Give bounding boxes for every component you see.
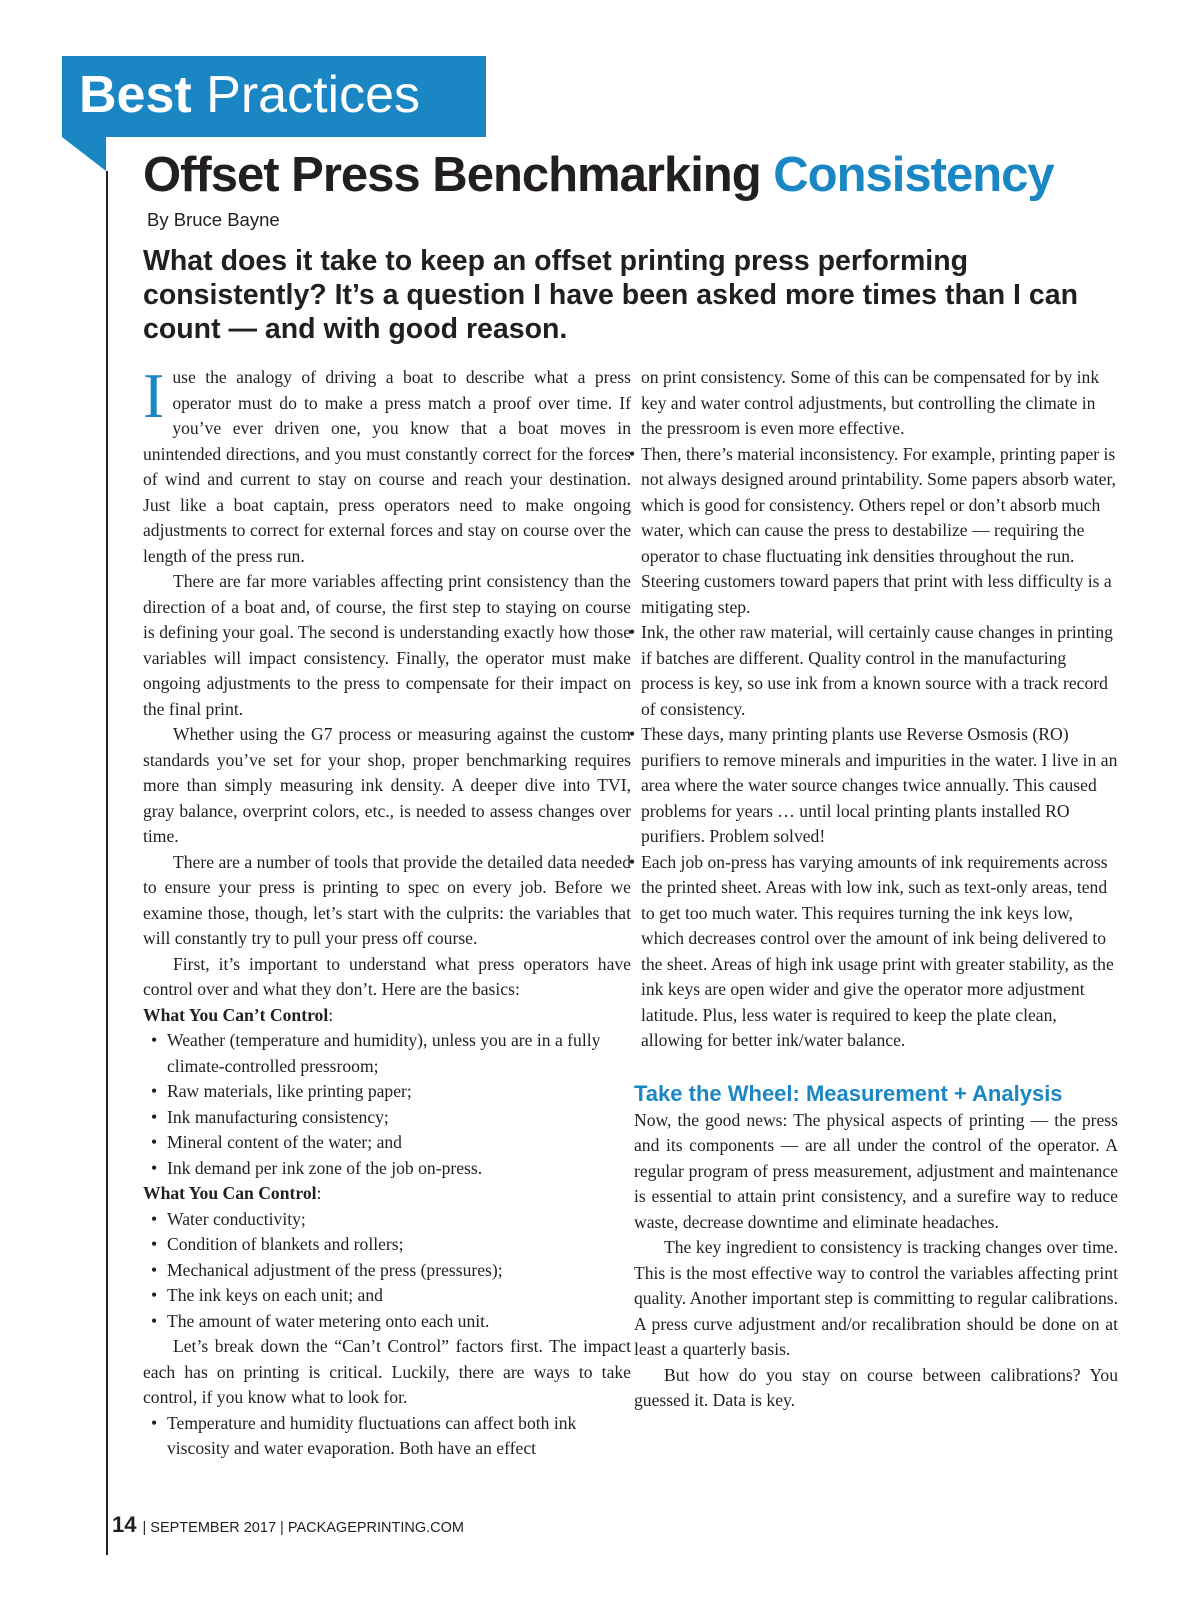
- list-item: • Mineral content of the water; and: [161, 1130, 631, 1156]
- factor-list: [143, 1411, 631, 1462]
- body-paragraph: Now, the good news: The physical aspects of printing — the press and its components — are all under the control of the operator. A regular program of press measurement, adjustment and maintenance is essential to attain print consistency, and a surefire way to reduce waste, decrease downtime and eliminate headaches.: [634, 1109, 1118, 1232]
- page-number: 14: [112, 1512, 137, 1537]
- section-label: [79, 62, 420, 128]
- body-paragraph: First, it’s important to understand what press operators have control over and what they don’t. Here are the basics:: [143, 953, 631, 999]
- body-paragraph: Let’s break down the “Can’t Control” factors first. The impact each has on printing is critical. Luckily, there are ways to take control, if you know what to look for.: [143, 1336, 631, 1407]
- body-paragraph: There are far more variables affecting print consistency than the direction of a boat and, of course, the first step to staying on course is defining your goal. The second is understanding exactly how those variables will impact consistency. Finally, the operator must make ongoing adjustments to the press to compensate for their impact on the final print.: [143, 571, 631, 719]
- list-item: • The ink keys on each unit; and: [161, 1283, 631, 1309]
- article-title: [143, 146, 1054, 204]
- section-label-bold: Best: [79, 66, 192, 124]
- body-paragraph: There are a number of tools that provide the detailed data needed to ensure your press is printing to spec on every job. Before we examine those, though, let’s start with the culprits: the variables that will constantly try to pull your press off course.: [143, 851, 631, 948]
- list-item: • The amount of water metering onto each unit.: [161, 1309, 631, 1335]
- section-label-light: Practices: [206, 66, 421, 124]
- deck: What does it take to keep an offset printing press performing consistently? It’s a question I have been asked more times than I can count — and with good reason.: [143, 245, 1078, 345]
- paragraph-text: use the analogy of driving a boat to describe what a press operator must do to make a press match a proof over time. If you’ve ever driven one, you know that a boat moves in unintended directions, and you must constantly correct for the forces of wind and current to stay on course and reach your destination. Just like a boat captain, press operators need to make ongoing adjustments to correct for external forces and stay on course over the length of the press run.: [143, 367, 631, 566]
- drop-cap: I: [143, 360, 165, 431]
- can-control-heading: What You Can Control:: [143, 1183, 322, 1203]
- can-control-label: What You Can Control: [143, 1183, 317, 1203]
- list-item: • Then, there’s material inconsistency. For example, printing paper is not always designed around printability. Some papers absorb water, which is good for consistency. Others repel or don’t absorb much water, which can cause the press to destabilize — requiring the operator to chase fluctuating ink densities throughout the run. Steering customers toward papers that print with less difficulty is a mitigating step.: [639, 442, 1118, 621]
- can-control-list: [143, 1207, 631, 1335]
- page-footer: 14 | SEPTEMBER 2017 | PACKAGEPRINTING.COM: [112, 1512, 465, 1537]
- body-paragraph: The key ingredient to consistency is tracking changes over time. This is the most effective way to control the variables affecting print quality. Another important step is committing to regular calibrations. A press curve adjustment and/or recalibration should be done on at least a quarterly basis.: [634, 1237, 1118, 1359]
- right-column: [634, 365, 1118, 1414]
- cant-control-heading: What You Can’t Control:: [143, 1004, 334, 1025]
- title-accent: Consistency: [773, 148, 1054, 202]
- issue-date: SEPTEMBER 2017: [150, 1520, 277, 1536]
- website: PACKAGEPRINTING.COM: [287, 1520, 465, 1536]
- list-item: • Weather (temperature and humidity), unless you are in a fully climate-controlled pressroom;: [161, 1028, 631, 1079]
- list-item: • Ink, the other raw material, will certainly cause changes in printing if batches are different. Quality control in the manufacturing process is key, so use ink from a known source with a track record of consistency.: [639, 620, 1118, 722]
- list-item: • Mechanical adjustment of the press (pressures);: [161, 1258, 631, 1284]
- list-item: • Temperature and humidity fluctuations can affect both ink viscosity and water evaporation. Both have an effect: [161, 1411, 631, 1462]
- cant-control-label: What You Can’t Control: [143, 1004, 329, 1025]
- factor-list: [634, 365, 1118, 1054]
- byline: By Bruce Bayne: [147, 209, 280, 230]
- list-item: • Condition of blankets and rollers;: [161, 1232, 631, 1258]
- body-paragraph: [143, 360, 631, 569]
- list-item: • Each job on-press has varying amounts of ink requirements across the printed sheet. Areas with low ink, such as text-only areas, tend to get too much water. This requires turning the ink keys low, which decreases control over the amount of ink being delivered to the sheet. Areas of high ink usage print with greater stability, as the ink keys are open wider and give the operator more adjustment latitude. Plus, less water is required to keep the plate clean, allowing for better ink/water balance.: [639, 850, 1118, 1054]
- list-item: • Raw materials, like printing paper;: [161, 1079, 631, 1105]
- body-paragraph: But how do you stay on course between calibrations? You guessed it. Data is key.: [634, 1364, 1118, 1410]
- body-paragraph: Whether using the G7 process or measuring against the custom standards you’ve set for your shop, proper benchmarking requires more than simply measuring ink density. A deeper dive into TVI, gray balance, overprint colors, etc., is needed to assess changes over time.: [143, 724, 631, 846]
- list-item: • Ink demand per ink zone of the job on-press.: [161, 1156, 631, 1182]
- left-column: [143, 360, 631, 1462]
- list-item: • Ink manufacturing consistency;: [161, 1105, 631, 1131]
- list-item-continued: on print consistency. Some of this can be compensated for by ink key and water control adjustments, but controlling the climate in the pressroom is even more effective.: [641, 367, 1100, 438]
- section-tab-tail: [62, 137, 106, 171]
- list-item: • These days, many printing plants use Reverse Osmosis (RO) purifiers to remove minerals and impurities in the water. I live in an area where the water source changes twice annually. This caused problems for years … until local printing plants installed RO purifiers. Problem solved!: [639, 722, 1118, 850]
- left-margin-rule: [106, 171, 108, 1555]
- list-item: • Water conductivity;: [161, 1207, 631, 1233]
- title-main: Offset Press Benchmarking: [143, 148, 761, 202]
- section-heading: Take the Wheel: Measurement + Analysis: [634, 1080, 1063, 1106]
- cant-control-list: [143, 1028, 631, 1181]
